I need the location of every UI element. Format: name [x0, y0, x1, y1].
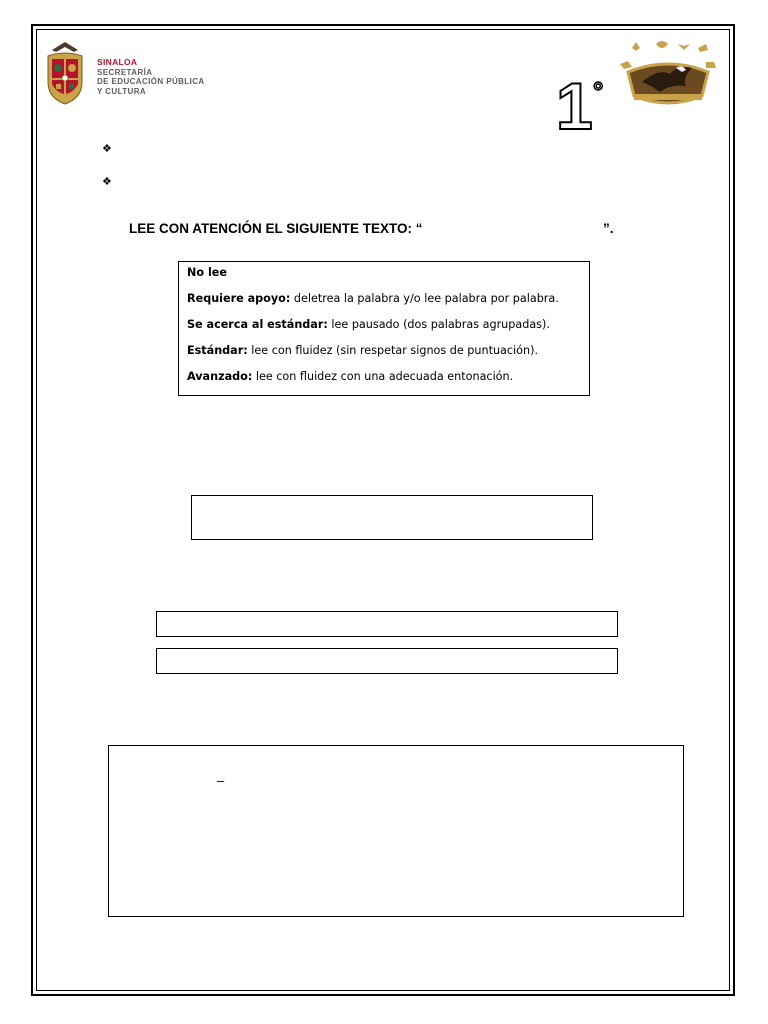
rubric-item [187, 292, 581, 306]
org-line-2: DE EDUCACIÓN PÚBLICA [97, 77, 205, 86]
org-state: SINALOA [97, 57, 138, 67]
answer-line-box[interactable] [156, 611, 618, 637]
rubric-label: No lee [187, 266, 227, 279]
rubric-item [187, 344, 581, 358]
reading-rubric [178, 261, 590, 396]
rubric-description: lee con fluidez (sin respetar signos de puntuación). [247, 344, 539, 357]
rubric-description: lee pausado (dos palabras agrupadas). [327, 318, 550, 331]
instruction-closing-quote: ”. [603, 221, 614, 236]
rubric-description: lee con fluidez con una adecuada entonación. [252, 370, 514, 383]
reading-instruction [129, 221, 614, 236]
rubric-item [187, 266, 581, 280]
grade-degree-symbol: ° [593, 76, 604, 106]
rubric-description: deletrea la palabra y/o lee palabra por palabra. [290, 292, 559, 305]
org-line-1: SECRETARÍA [97, 67, 153, 77]
answer-line-box[interactable] [156, 648, 618, 674]
rubric-label: Avanzado: [187, 370, 253, 383]
answer-box[interactable] [191, 495, 593, 540]
rubric-item [187, 370, 581, 384]
bullet-icon: ❖ [102, 176, 112, 188]
bullet-icon: ❖ [102, 143, 112, 155]
rubric-item [187, 318, 581, 332]
school-crest-icon [612, 38, 724, 116]
writing-area-box[interactable] [108, 745, 684, 917]
writing-area-dash: – [217, 773, 225, 788]
instruction-text: LEE CON ATENCIÓN EL SIGUIENTE TEXTO: “ [129, 221, 423, 236]
rubric-label: Se acerca al estándar: [187, 318, 328, 331]
org-line-3: Y CULTURA [97, 86, 147, 96]
grade-number: 1 [556, 69, 593, 143]
organization-name [97, 58, 205, 96]
rubric-label: Estándar: [187, 344, 248, 357]
rubric-label: Requiere apoyo: [187, 292, 291, 305]
coat-of-arms-icon [44, 40, 86, 106]
